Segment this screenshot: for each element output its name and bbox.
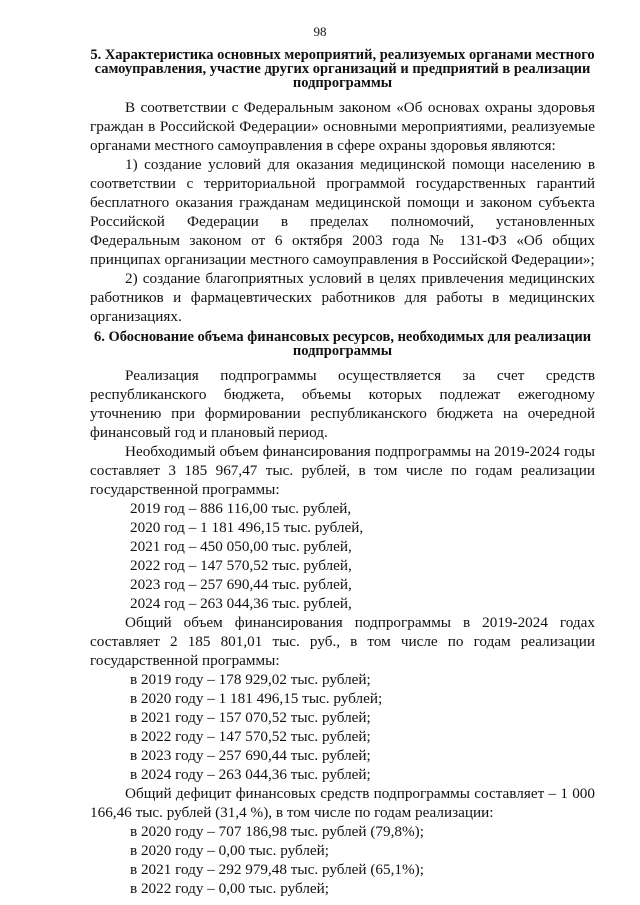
deficit-line: в 2021 году – 292 979,48 тыс. рублей (65,1%);	[130, 861, 424, 878]
total-funding-line: в 2019 году – 178 929,02 тыс. рублей;	[130, 671, 371, 688]
section-5-item-2: 2) создание благоприятных условий в целях привлечения медицинских работников и фармацевтических работников для работы в медицинских организациях.	[90, 270, 595, 325]
section-5-intro: В соответствии с Федеральным законом «Об основах охраны здоровья граждан в Российской Федерации» основными мероприятиями, реализуемые органами местного самоуправления в сфере охраны здоровья являются:	[90, 99, 595, 154]
deficit-line: в 2022 году – 0,00 тыс. рублей;	[130, 880, 330, 897]
section-6-para-1: Реализация подпрограммы осуществляется за счет средств республиканского бюджета, объемы которых подлежат ежегодному уточнению при формировании республиканского бюджета на очередной финансовый год и плановый период.	[90, 367, 595, 441]
needed-funding-line: 2024 год – 263 044,36 тыс. рублей,	[130, 595, 352, 612]
total-funding-line: в 2021 году – 157 070,52 тыс. рублей;	[130, 709, 371, 726]
section-6-para-2: Необходимый объем финансирования подпрограммы на 2019-2024 годы составляет 3 185 967,47 тыс. рублей, в том числе по годам реализации государственной программы:	[90, 443, 595, 498]
deficit-line: в 2020 году – 0,00 тыс. рублей;	[130, 842, 330, 859]
needed-funding-line: 2021 год – 450 050,00 тыс. рублей,	[130, 538, 352, 555]
deficit-line: в 2020 году – 707 186,98 тыс. рублей (79,8%);	[130, 823, 424, 840]
section-6-heading: 6. Обоснование объема финансовых ресурсов, необходимых для реализации подпрограммы	[93, 329, 592, 359]
total-funding-line: в 2022 году – 147 570,52 тыс. рублей;	[130, 728, 371, 745]
section-5-item-1: 1) создание условий для оказания медицинской помощи населению в соответствии с территориальной программой государственных гарантий бесплатного оказания гражданам медицинской помощи и законом субъекта Российской Федерации в пределах полномочий, установленных Федеральным законом от 6 октября 2003 года № 131-ФЗ «Об общих принципах организации местного самоуправления в Российской Федерации»;	[90, 156, 595, 268]
total-funding-line: в 2023 году – 257 690,44 тыс. рублей;	[130, 747, 371, 764]
needed-funding-line: 2019 год – 886 116,00 тыс. рублей,	[130, 500, 352, 517]
page-content	[90, 48, 595, 898]
needed-funding-line: 2023 год – 257 690,44 тыс. рублей,	[130, 576, 352, 593]
total-funding-line: в 2020 году – 1 181 496,15 тыс. рублей;	[130, 690, 383, 707]
section-6-para-4: Общий дефицит финансовых средств подпрограммы составляет – 1 000 166,46 тыс. рублей (31,4 %), в том числе по годам реализации:	[90, 785, 595, 821]
section-5-heading: 5. Характеристика основных мероприятий, реализуемых органами местного самоуправления, участие других организаций и предприятий в реализации подпрограммы	[90, 47, 595, 91]
needed-funding-line: 2022 год – 147 570,52 тыс. рублей,	[130, 557, 352, 574]
needed-funding-line: 2020 год – 1 181 496,15 тыс. рублей,	[130, 519, 364, 536]
section-6-para-3: Общий объем финансирования подпрограммы в 2019-2024 годах составляет 2 185 801,01 тыс. руб., в том числе по годам реализации государственной программы:	[90, 614, 595, 669]
page-number: 98	[313, 24, 327, 39]
total-funding-line: в 2024 году – 263 044,36 тыс. рублей;	[130, 766, 371, 783]
